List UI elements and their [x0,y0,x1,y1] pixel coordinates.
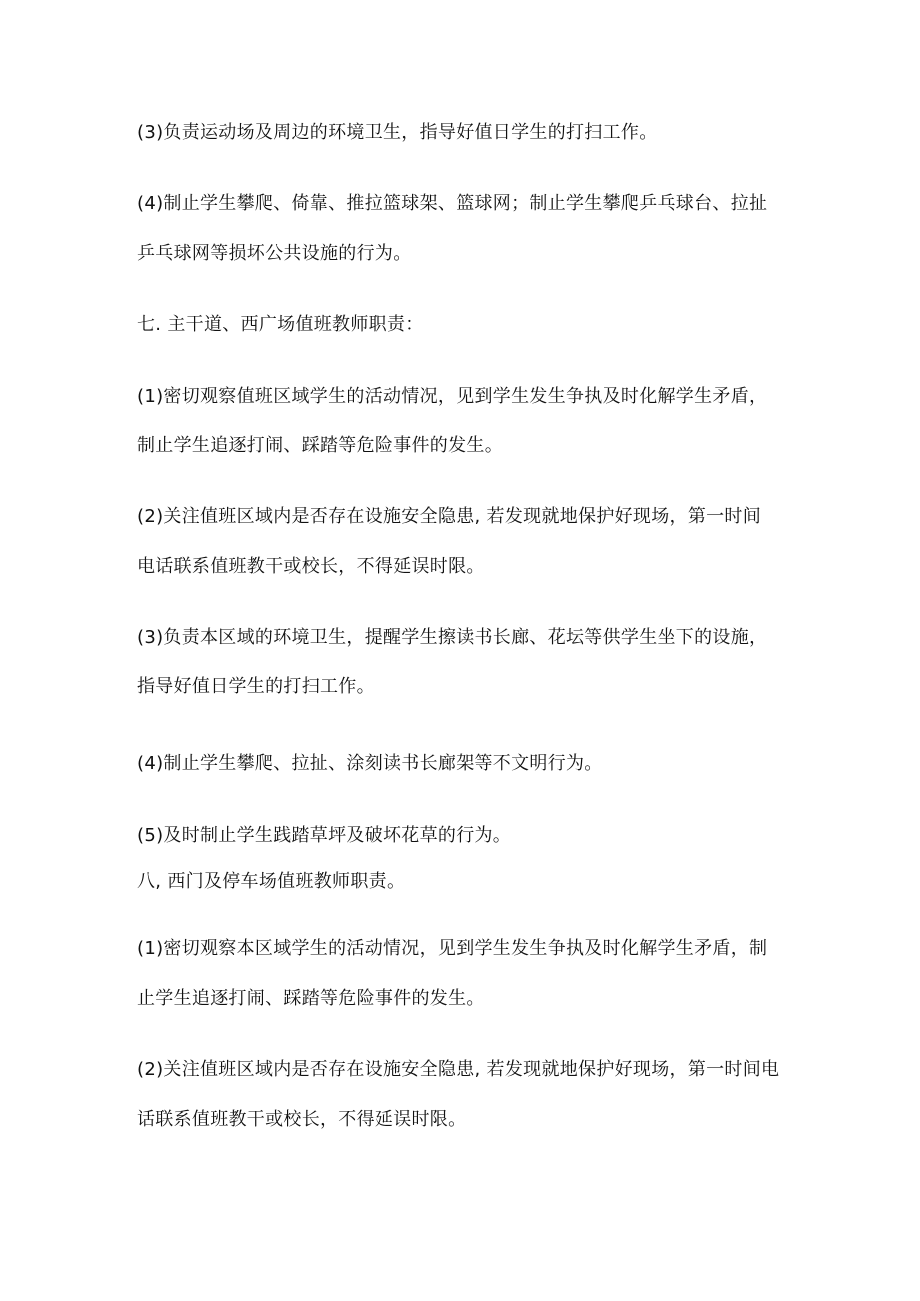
section-heading: 七. 主干道、西广场值班教师职责： [137,314,424,335]
text-line: 止学生追逐打闹、踩踏等危险事件的发生。 [137,988,485,1009]
text-line: (3)负责本区域的环境卫生，提醒学生擦读书长廊、花坛等供学生坐下的设施， [137,627,768,648]
text-line: (3)负责运动场及周边的环境卫生，指导好值日学生的打扫工作。 [137,122,658,143]
text-line: (2)关注值班区域内是否存在设施安全隐患, 若发现就地保护好现场，第一时间 [137,506,762,527]
text-line: 指导好值日学生的打扫工作。 [137,676,375,697]
text-line: (5)及时制止学生践踏草坪及破坏花草的行为。 [137,825,512,846]
text-line: (1)密切观察值班区域学生的活动情况，见到学生发生争执及时化解学生矛盾， [137,386,768,407]
text-line: (1)密切观察本区域学生的活动情况，见到学生发生争执及时化解学生矛盾，制 [137,938,768,959]
text-line: (4)制止学生攀爬、倚靠、推拉篮球架、篮球网；制止学生攀爬乒乓球台、拉扯 [137,193,768,214]
text-line: 制止学生追逐打闹、踩踏等危险事件的发生。 [137,435,503,456]
text-line: 电话联系值班教干或校长，不得延误时限。 [137,556,485,577]
text-line: 话联系值班教干或校长，不得延误时限。 [137,1109,467,1130]
section-heading: 八, 西门及停车场值班教师职责。 [137,871,406,892]
text-line: (4)制止学生攀爬、拉扯、涂刻读书长廊架等不文明行为。 [137,753,603,774]
text-line: 乒乓球网等损坏公共设施的行为。 [137,243,412,264]
text-line: (2)关注值班区域内是否存在设施安全隐患, 若发现就地保护好现场，第一时间电 [137,1059,780,1080]
